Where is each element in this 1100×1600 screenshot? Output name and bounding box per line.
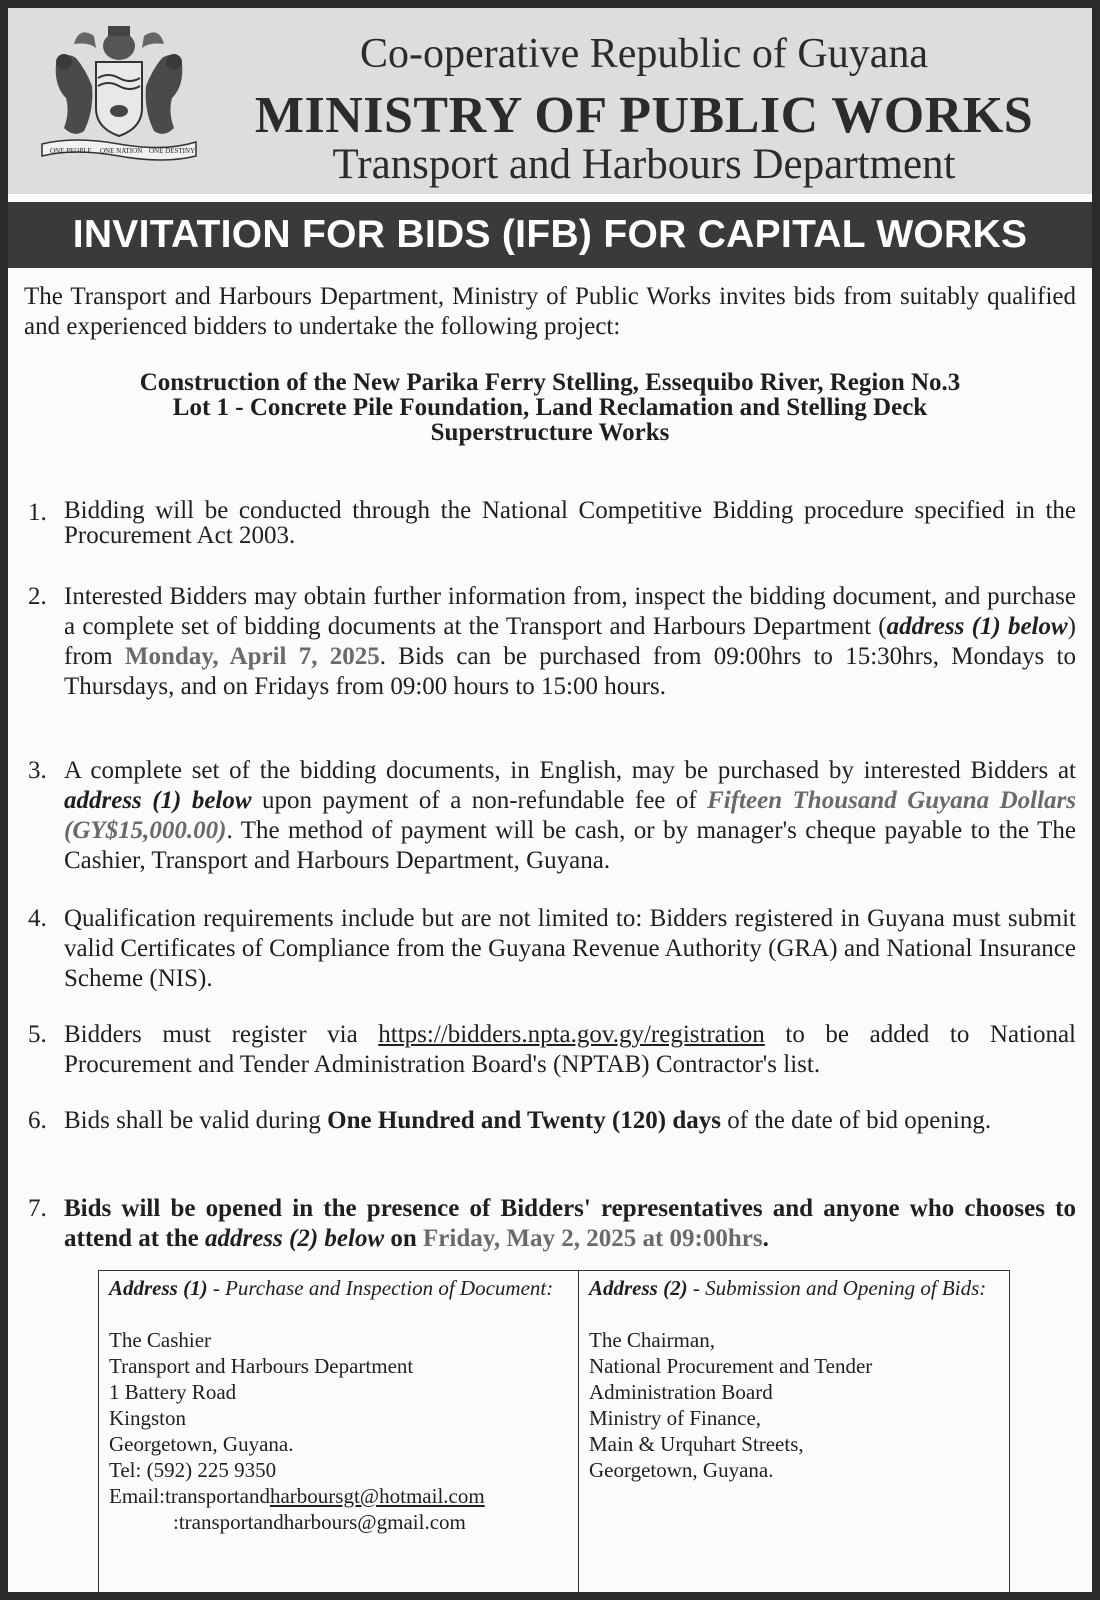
email-secondary: :transportandharbours@gmail.com: [173, 1510, 466, 1534]
clause-5: [24, 1020, 1076, 1080]
email-prefix: Email:transportand: [109, 1484, 270, 1508]
intro-paragraph: The Transport and Harbours Department, Ministry of Public Works invites bids from suitably qualified and experienced bidders to undertake the following project:: [24, 283, 1076, 340]
address-line: The Cashier: [109, 1328, 212, 1352]
notice-title-banner: INVITATION FOR BIDS (IFB) FOR CAPITAL WORKS: [8, 202, 1092, 268]
address-line: National Procurement and Tender: [589, 1354, 873, 1378]
clause-text: [64, 756, 1076, 876]
guyana-coat-of-arms-icon: [34, 16, 204, 166]
address-line: Administration Board: [589, 1380, 773, 1404]
address-2-label: Address (2): [589, 1276, 688, 1300]
clause-text-part: ) from: [64, 613, 1076, 670]
registration-link[interactable]: https://bidders.npta.gov.gy/registration: [378, 1021, 765, 1048]
purchase-start-date: Monday, April 7, 2025: [124, 643, 380, 670]
clause-number: 2.: [28, 583, 47, 610]
address-reference: address (2) below: [204, 1225, 385, 1252]
clause-text-part: . The method of payment will be cash, or by manager's cheque payable to the The Cashier, Transport and Harbours Department, Guyana.: [64, 817, 1076, 874]
clause-number: 7.: [28, 1195, 47, 1222]
clause-text: Bidding will be conducted through the National Competitive Bidding procedure specified in the Procurement Act 2003.: [64, 497, 1076, 549]
clause-text: [64, 1106, 1076, 1136]
project-title-line-3: Superstructure Works: [430, 419, 670, 446]
ministry-name: MINISTRY OF PUBLIC WORKS: [254, 87, 1034, 144]
address-line: 1 Battery Road: [109, 1380, 237, 1404]
clause-text: [64, 1020, 1076, 1080]
motto-3: ONE DESTINY: [149, 147, 196, 155]
clause-text-part: Bidders must register via: [64, 1021, 379, 1048]
clause-text-part: of the date of bid opening.: [721, 1107, 992, 1134]
clause-3: [24, 756, 1076, 876]
motto-1: ONE PEOPLE: [50, 147, 92, 155]
country-name: Co-operative Republic of Guyana: [360, 31, 928, 77]
bid-document-fee: Fifteen Thousand Guyana Dollars (GY$15,000.00): [64, 787, 1076, 844]
project-title-line-1: Construction of the New Parika Ferry Stelling, Essequibo River, Region No.3: [139, 369, 961, 396]
clause-text-part: Interested Bidders may obtain further information from, inspect the bidding document, and purchase a complete set of bidding documents at the Transport and Harbours Department (: [64, 583, 1076, 640]
bid-validity-period: One Hundred and Twenty (120) days: [327, 1107, 722, 1134]
address-2-heading: [589, 1275, 999, 1301]
address-line: Georgetown, Guyana.: [109, 1432, 294, 1456]
address-line: Kingston: [109, 1406, 187, 1430]
address-line: Georgetown, Guyana.: [589, 1458, 774, 1482]
clause-text: [64, 582, 1076, 702]
address-2-column: [579, 1271, 1009, 1593]
notice-header: [8, 8, 1092, 194]
clause-number: 5.: [28, 1021, 47, 1048]
email-primary: [109, 1483, 568, 1509]
address-2-description: - Submission and Opening of Bids:: [687, 1276, 987, 1300]
bid-opening-date: Friday, May 2, 2025 at 09:00hrs: [423, 1225, 763, 1252]
address-reference: address (1) below: [64, 787, 252, 814]
clause-text-part: Bids will be opened in the presence of Bidders' representatives and anyone who chooses to attend at the: [64, 1195, 1076, 1252]
clause-text-part: on: [384, 1225, 424, 1252]
clause-number: 6.: [28, 1107, 47, 1134]
address-line: Main & Urquhart Streets,: [589, 1432, 804, 1456]
address-1-label: Address (1): [109, 1276, 208, 1300]
project-title-line-2: Lot 1 - Concrete Pile Foundation, Land Reclamation and Stelling Deck: [172, 394, 928, 421]
clause-text: [64, 1194, 1076, 1254]
address-table: [98, 1270, 1010, 1594]
clause-text-part: Bids shall be valid during: [64, 1107, 328, 1134]
clause-text-part: to be added to National Procurement and Tender Administration Board's (NPTAB) Contractor's list.: [64, 1021, 1077, 1078]
address-line: Ministry of Finance,: [589, 1406, 762, 1430]
address-1-heading: [109, 1275, 568, 1301]
email-link[interactable]: harboursgt@hotmail.com: [269, 1484, 485, 1508]
clause-text-part: A complete set of the bidding documents, in English, may be purchased by interested Bidders at: [64, 757, 1076, 784]
address-line: Transport and Harbours Department: [109, 1354, 414, 1378]
clause-6: [24, 1106, 1076, 1136]
telephone: Tel: (592) 225 9350: [109, 1458, 277, 1482]
clause-text: Qualification requirements include but are not limited to: Bidders registered in Guyana must submit valid Certificates of Compliance from the Guyana Revenue Authority (GRA) and National Insurance Scheme (NIS).: [64, 905, 1076, 992]
clause-4: [24, 904, 1076, 994]
clause-text-part: .: [762, 1225, 769, 1252]
clause-number: 1.: [28, 499, 47, 526]
clause-text-part: . Bids can be purchased from 09:00hrs to 15:30hrs, Mondays to Thursdays, and on Fridays from 09:00 hours to 15:00 hours.: [64, 643, 1076, 700]
clause-number: 4.: [28, 905, 47, 932]
motto-2: ONE NATION: [100, 147, 143, 155]
clause-7: [24, 1194, 1076, 1254]
clause-number: 3.: [28, 757, 47, 784]
clause-text-part: upon payment of a non-refundable fee of: [251, 787, 708, 814]
address-1-column: [99, 1271, 579, 1593]
project-title: [8, 370, 1092, 445]
clause-1: [24, 498, 1076, 548]
clause-2: [24, 582, 1076, 702]
address-line: The Chairman,: [589, 1328, 715, 1352]
department-name: Transport and Harbours Department: [332, 141, 956, 188]
address-1-description: - Purchase and Inspection of Document:: [207, 1276, 554, 1300]
address-reference: address (1) below: [886, 613, 1068, 640]
